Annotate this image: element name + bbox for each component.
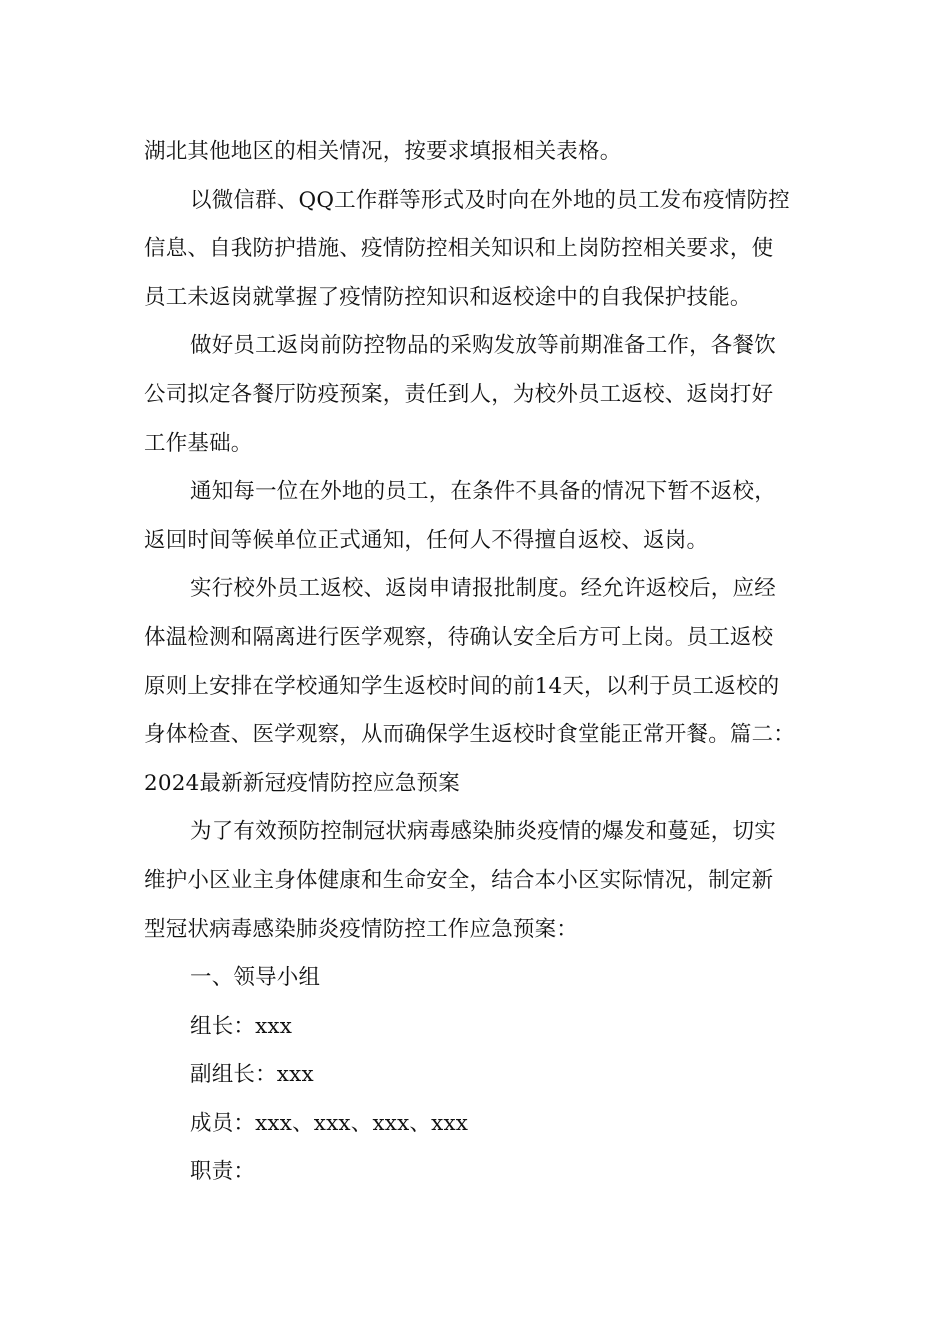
text-line: 成员：xxx、xxx、xxx、xxx bbox=[190, 1110, 469, 1136]
text-line: 工作基础。 bbox=[144, 430, 253, 456]
text-line: 公司拟定各餐厅防疫预案，责任到人，为校外员工返校、返岗打好 bbox=[144, 381, 774, 407]
text-line: 体温检测和隔离进行医学观察，待确认安全后方可上岗。员工返校 bbox=[144, 624, 774, 650]
paragraph bbox=[144, 468, 806, 565]
text-line: 2024最新新冠疫情防控应急预案 bbox=[144, 770, 460, 796]
text-line: 以微信群、QQ工作群等形式及时向在外地的员工发布疫情防控 bbox=[190, 187, 790, 213]
text-line: 维护小区业主身体健康和生命安全，结合本小区实际情况，制定新 bbox=[144, 867, 774, 893]
paragraph bbox=[144, 1003, 806, 1052]
text-line: 信息、自我防护措施、疫情防控相关知识和上岗防控相关要求，使 bbox=[144, 236, 774, 262]
section-heading bbox=[144, 954, 806, 1003]
text-line: 返回时间等候单位正式通知，任何人不得擅自返校、返岗。 bbox=[144, 527, 709, 553]
paragraph bbox=[144, 1148, 806, 1197]
paragraph bbox=[144, 1100, 806, 1149]
text-line: 实行校外员工返校、返岗申请报批制度。经允许返校后，应经 bbox=[190, 576, 776, 602]
text-line: 副组长：xxx bbox=[190, 1062, 314, 1088]
text-line: 员工未返岗就掌握了疫情防控知识和返校途中的自我保护技能。 bbox=[144, 284, 752, 310]
text-line: 做好员工返岗前防控物品的采购发放等前期准备工作，各餐饮 bbox=[190, 333, 776, 359]
paragraph bbox=[144, 808, 806, 954]
text-line: 湖北其他地区的相关情况，按要求填报相关表格。 bbox=[144, 139, 622, 164]
text-line: 原则上安排在学校通知学生返校时间的前14天，以利于员工返校的 bbox=[144, 673, 780, 699]
paragraph bbox=[144, 177, 806, 323]
paragraph bbox=[144, 1051, 806, 1100]
text-line: 型冠状病毒感染肺炎疫情防控工作应急预案： bbox=[144, 916, 579, 942]
paragraph bbox=[144, 322, 806, 468]
text-line: 通知每一位在外地的员工，在条件不具备的情况下暂不返校， bbox=[190, 479, 776, 505]
document-body bbox=[144, 128, 806, 1197]
text-line: 职责： bbox=[190, 1159, 256, 1185]
text-line: 一、领导小组 bbox=[190, 965, 321, 991]
paragraph bbox=[144, 128, 806, 177]
paragraph bbox=[144, 565, 806, 808]
text-line: 为了有效预防控制冠状病毒感染肺炎疫情的爆发和蔓延，切实 bbox=[190, 819, 776, 845]
text-line: 组长：xxx bbox=[190, 1013, 293, 1039]
text-line: 身体检查、医学观察，从而确保学生返校时食堂能正常开餐。篇二： bbox=[144, 722, 796, 748]
